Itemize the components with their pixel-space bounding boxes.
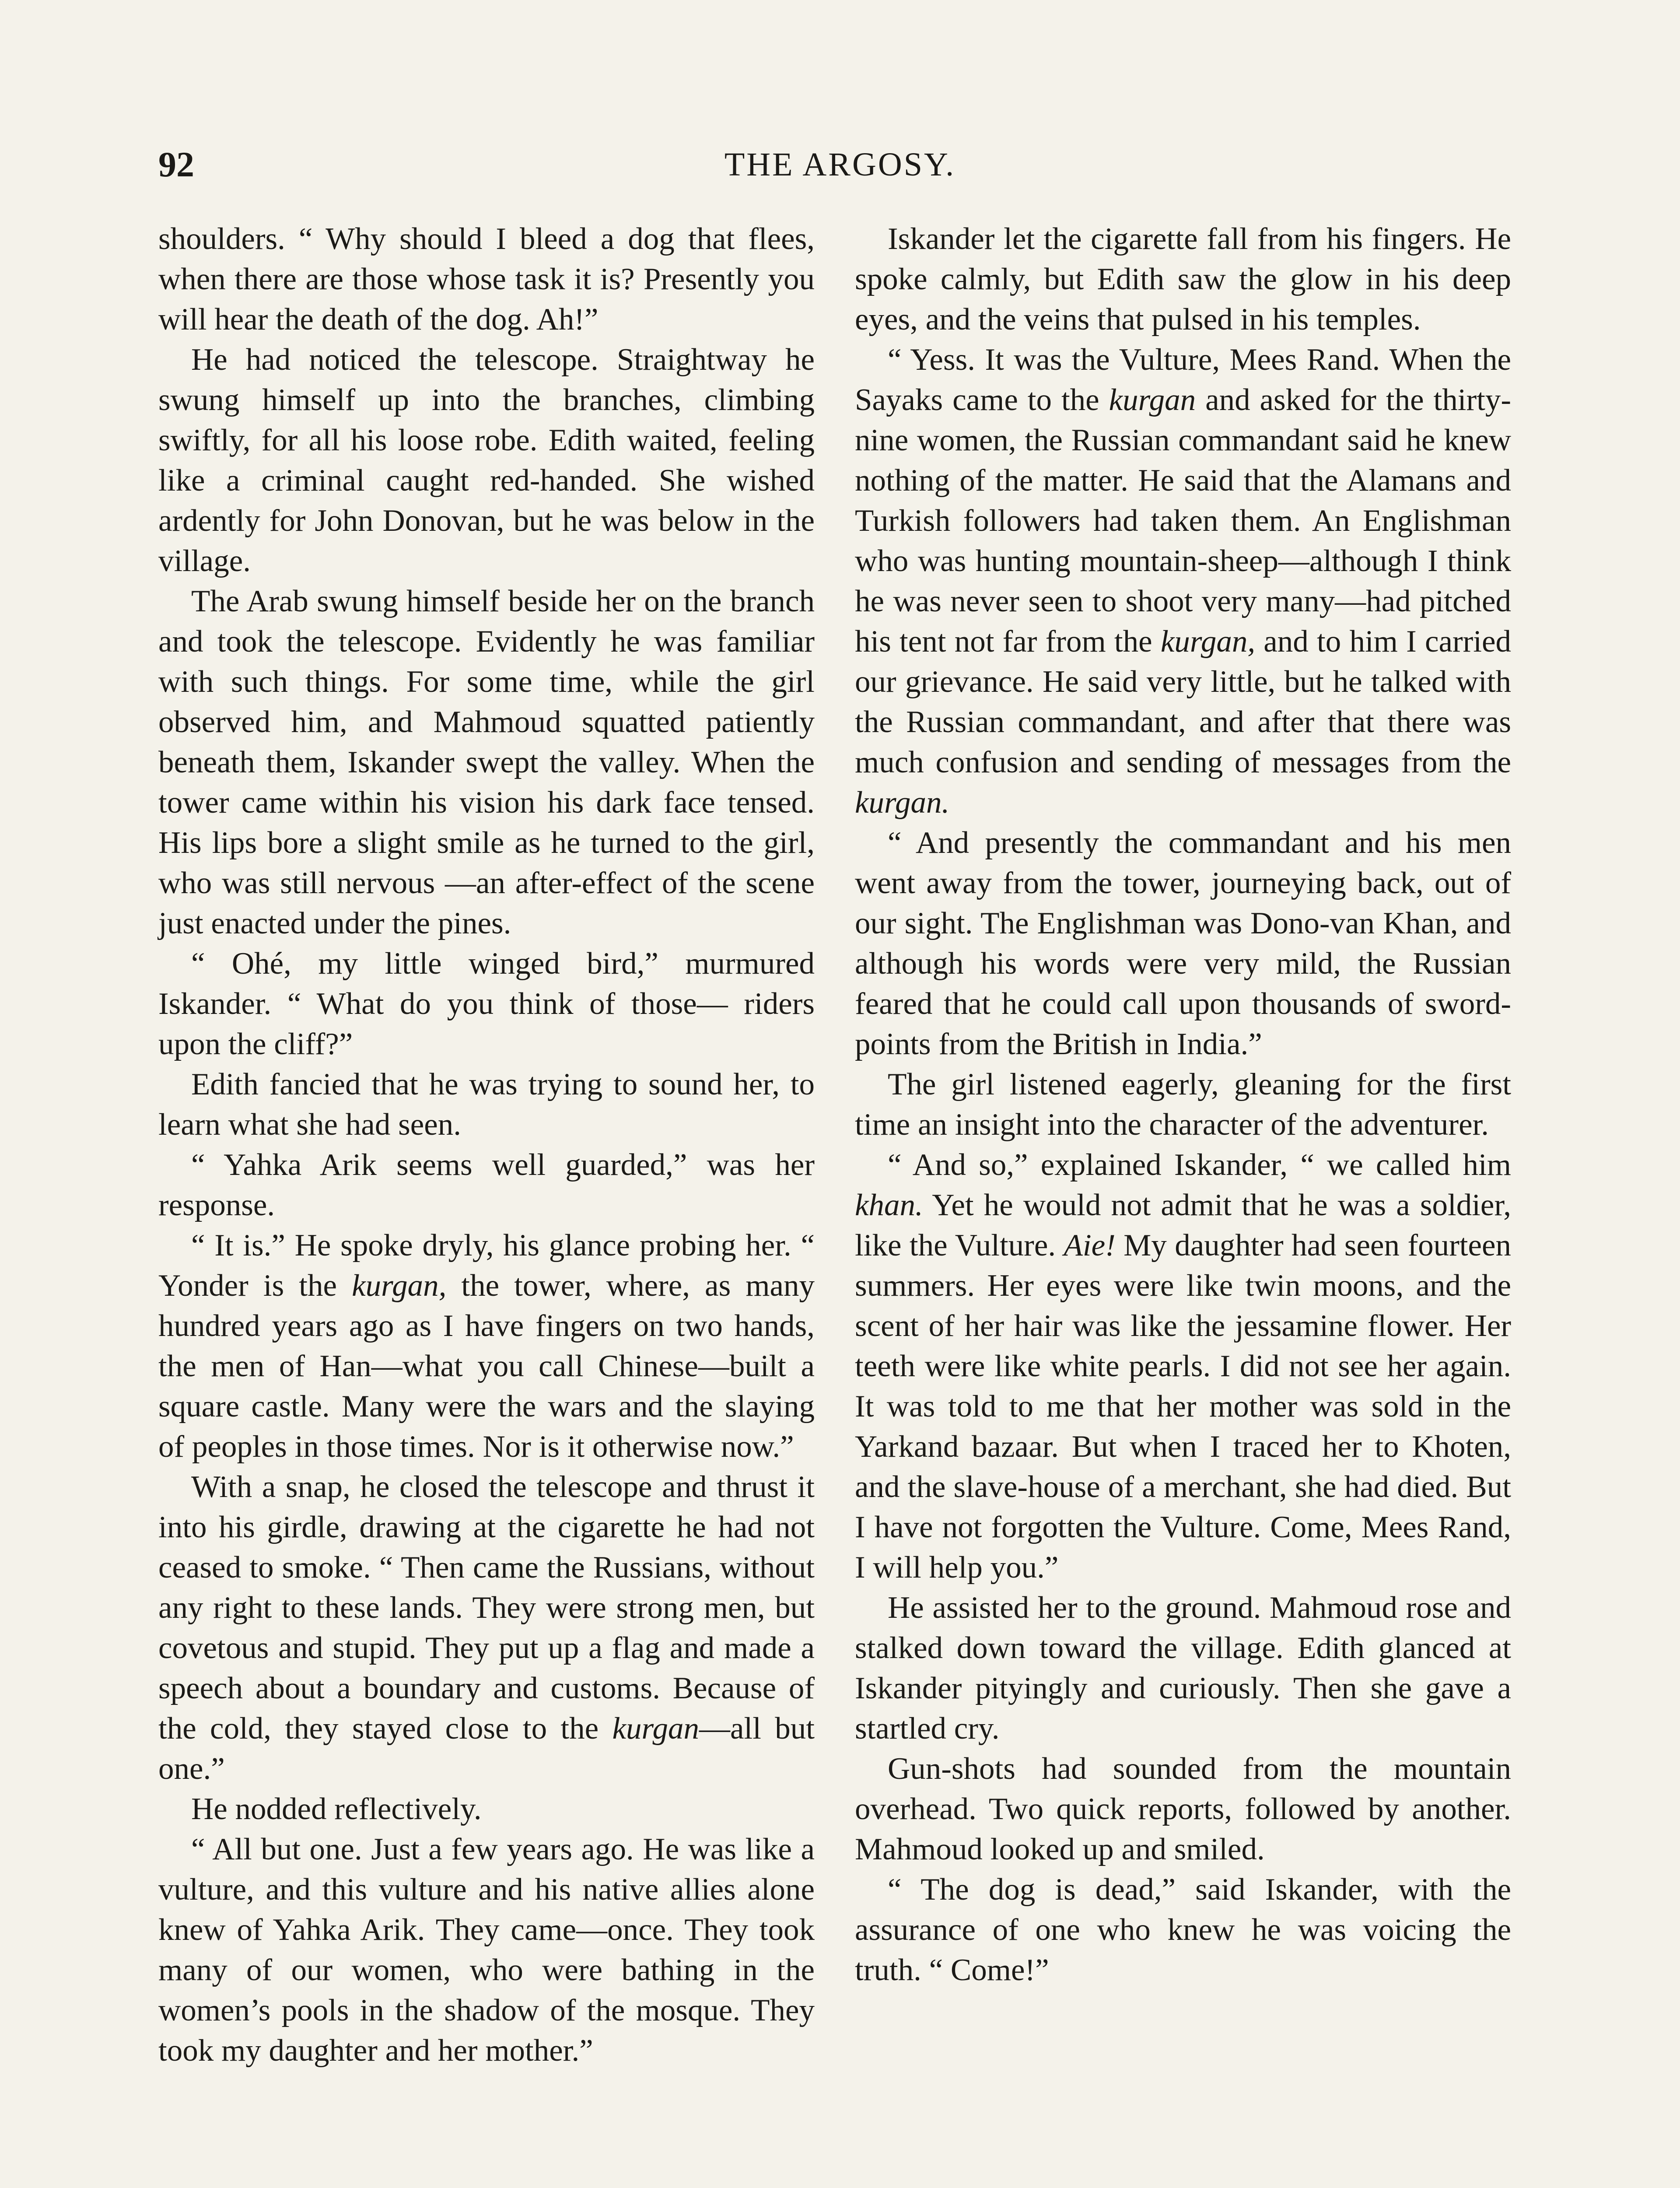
paragraph bbox=[855, 1588, 1511, 1749]
paragraph bbox=[158, 581, 815, 943]
text-run: —all but one.” bbox=[158, 1711, 815, 1786]
text-run: Edith fancied that he was trying to sound her, to learn what she had seen. bbox=[158, 1067, 815, 1142]
paragraph bbox=[855, 1869, 1511, 1990]
text-run: “ And so,” explained Iskander, “ we called him bbox=[888, 1148, 1511, 1182]
paragraph bbox=[855, 1064, 1511, 1145]
page-number: 92 bbox=[158, 144, 194, 184]
italic-text: kurgan, bbox=[1160, 624, 1256, 659]
running-head: THE ARGOSY. bbox=[724, 146, 956, 183]
italic-text: kurgan bbox=[1109, 383, 1196, 417]
italic-text: kurgan. bbox=[855, 785, 950, 820]
italic-text: kurgan, bbox=[352, 1269, 447, 1303]
paragraph bbox=[855, 219, 1511, 340]
text-run: “ Yess. It was the Vulture, Mees Rand. When the Sayaks came to the bbox=[855, 343, 1511, 417]
text-run: “ Yahka Arik seems well guarded,” was her response. bbox=[158, 1148, 815, 1222]
text-run: The girl listened eagerly, gleaning for the first time an insight into the character of the adventurer. bbox=[855, 1067, 1511, 1142]
text-run: Gun-shots had sounded from the mountain overhead. Two quick reports, followed by another. Mahmoud looked up and smiled. bbox=[855, 1752, 1511, 1866]
left-column bbox=[158, 219, 815, 2071]
paragraph bbox=[855, 1145, 1511, 1588]
paragraph bbox=[158, 1789, 815, 1829]
right-column bbox=[855, 219, 1511, 1990]
text-run: “ Ohé, my little winged bird,” murmured Iskander. “ What do you think of those— riders upon the cliff?” bbox=[158, 947, 815, 1061]
text-run: Iskander let the cigarette fall from his fingers. He spoke calmly, but Edith saw the glow in his deep eyes, and the veins that pulsed in his temples. bbox=[855, 222, 1511, 337]
text-run: Yet he would not admit that he was a soldier, like the Vulture. bbox=[855, 1188, 1511, 1262]
paragraph bbox=[158, 1829, 815, 2071]
text-run: “ And presently the commandant and his men went away from the tower, journeying back, out of our sight. The Englishman was Dono-van Khan, and although his words were very mild, the Russian feared that he could call upon thousands of sword-points from the British in India.” bbox=[855, 826, 1511, 1061]
paragraph bbox=[158, 1225, 815, 1467]
paragraph bbox=[158, 219, 815, 340]
text-run: He had noticed the telescope. Straightway he swung himself up into the branches, climbing swiftly, for all his loose robe. Edith waited, feeling like a criminal caught red-handed. She wished ardently for John Donovan, but he was below in the village. bbox=[158, 343, 815, 578]
italic-text: Aie! bbox=[1064, 1228, 1116, 1262]
paragraph bbox=[158, 943, 815, 1064]
text-run: “ The dog is dead,” said Iskander, with the assurance of one who knew he was voicing the truth. “ Come!” bbox=[855, 1872, 1511, 1987]
paragraph bbox=[855, 1749, 1511, 1869]
text-run: The Arab swung himself beside her on the branch and took the telescope. Evidently he was familiar with such things. For some time, while the girl observed him, and Mahmoud squatted patiently beneath them, Iskander swept the valley. When the tower came within his vision his dark face tensed. His lips bore a slight smile as he turned to the girl, who was still nervous —an after-effect of the scene just enacted under the pines. bbox=[158, 584, 815, 940]
paragraph bbox=[158, 1064, 815, 1145]
text-run: and asked for the thirty-nine women, the Russian commandant said he knew nothing of the matter. He said that the Alamans and Turkish followers had taken them. An Englishman who was hunting mountain-sheep—although I think he was never seen to shoot very many—had pitched his tent not far from the bbox=[855, 383, 1511, 659]
paragraph bbox=[158, 340, 815, 581]
text-run: “ It is.” He spoke dryly, his glance probing her. “ Yonder is the bbox=[158, 1228, 815, 1303]
italic-text: kurgan bbox=[612, 1711, 699, 1746]
italic-text: khan. bbox=[855, 1188, 923, 1222]
text-run: With a snap, he closed the telescope and thrust it into his girdle, drawing at the cigarette he had not ceased to smoke. “ Then came the Russians, without any right to these lands. They were strong men, but covetous and stupid. They put up a flag and made a speech about a boundary and customs. Because of the cold, they stayed close to the bbox=[158, 1470, 815, 1746]
paragraph bbox=[855, 340, 1511, 823]
text-run: shoulders. “ Why should I bleed a dog that flees, when there are those whose task it is? Presently you will hear the death of the dog. Ah!” bbox=[158, 222, 815, 337]
text-run: My daughter had seen fourteen summers. Her eyes were like twin moons, and the scent of her hair was like the jessamine flower. Her teeth were like white pearls. I did not see her again. It was told to me that her mother was sold in the Yarkand bazaar. But when I traced her to Khoten, and the slave-house of a merchant, she had died. But I have not forgotten the Vulture. Come, Mees Rand, I will help you.” bbox=[855, 1228, 1511, 1585]
text-run: He assisted her to the ground. Mahmoud rose and stalked down toward the village. Edith glanced at Iskander pityingly and curiously. Then she gave a startled cry. bbox=[855, 1591, 1511, 1746]
text-run: and to him I carried our grievance. He said very little, but he talked with the Russian commandant, and after that there was much confusion and sending of messages from the bbox=[855, 624, 1511, 779]
text-run: He nodded reflectively. bbox=[191, 1792, 482, 1826]
text-run: “ All but one. Just a few years ago. He was like a vulture, and this vulture and his native allies alone knew of Yahka Arik. They came—once. They took many of our women, who were bathing in the women’s pools in the shadow of the mosque. They took my daughter and her mother.” bbox=[158, 1832, 815, 2068]
paragraph bbox=[855, 823, 1511, 1064]
text-run: the tower, where, as many hundred years ago as I have fingers on two hands, the men of Han—what you call Chinese—built a square castle. Many were the wars and the slaying of peoples in those times. Nor is it otherwise now.” bbox=[158, 1269, 815, 1464]
paragraph bbox=[158, 1145, 815, 1225]
paragraph bbox=[158, 1467, 815, 1789]
